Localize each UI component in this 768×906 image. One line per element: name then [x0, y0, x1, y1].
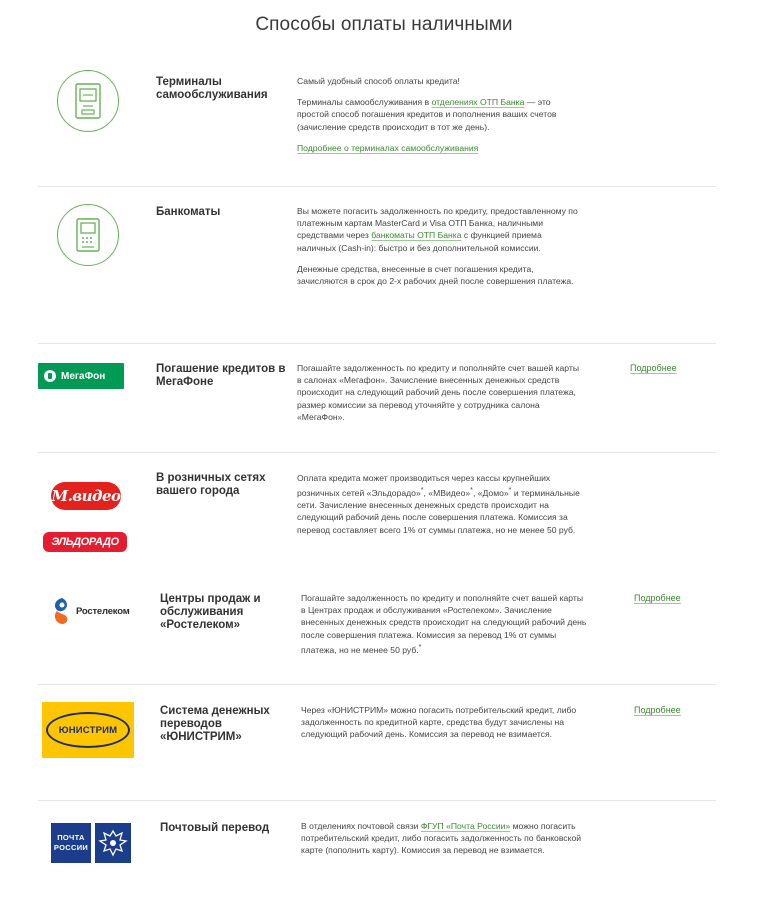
description-paragraph	[297, 96, 583, 133]
terminal-icon	[57, 70, 119, 132]
rostelecom-more-link[interactable]: Подробнее	[634, 593, 681, 603]
description-paragraph	[297, 205, 583, 254]
method-description	[301, 820, 587, 857]
megafon-logo-text: МегаФон	[61, 370, 106, 382]
method-description	[297, 472, 583, 536]
method-name: Центры продаж и обслуживания «Ростелеком»	[160, 593, 261, 631]
method-name: Почтовый перевод	[160, 822, 270, 834]
method-description: Через «ЮНИСТРИМ» можно погасить потребительский кредит, либо задолженность по кредитной карте, средства будут зачислены на следующий рабочий день. Комиссия за перевод не взимается.	[301, 705, 577, 740]
method-name: Погашение кредитов в МегаФоне	[156, 363, 286, 388]
eagle-emblem-icon	[95, 823, 131, 863]
retail-logos	[38, 482, 138, 552]
page-title: Способы оплаты наличными	[255, 14, 513, 35]
mvideo-logo: М.видео	[51, 482, 121, 510]
description-paragraph: Самый удобный способ оплаты кредита!	[297, 76, 460, 86]
text: Погашайте задолженность по кредиту и пополняйте счет вашей карты в Центрах продаж и обслуживания «Ростелеком». Зачисление внесенных денежных средств происходит на следующий рабочий день после совершения платежа. Комиссия за перевод 1% от суммы платежа, но не менее 50 руб.	[301, 593, 587, 655]
atm-logo	[38, 204, 138, 266]
footnote-mark: *	[418, 642, 422, 651]
atm-icon	[57, 204, 119, 266]
text: с функцией приема наличных (Cash-in): быстро и без дополнительной комиссии.	[297, 230, 542, 253]
description-paragraph: Денежные средства, внесенные в счет погашения кредита, зачисляются в срок до 2-х рабочих дней после совершения платежа.	[297, 263, 574, 287]
footnote-mark: *	[420, 486, 424, 495]
payment-method-atm	[38, 200, 716, 330]
otp-branches-link[interactable]: отделениях ОТП Банка	[431, 97, 525, 108]
text: можно погасить потребительский кредит, либо погасить задолженность по банковской карте (пополнить карту). Комиссия за перевод не взимается.	[301, 821, 582, 856]
payment-method-rostelecom	[38, 590, 716, 670]
eldorado-logo: ЭЛЬДОРАДО	[43, 532, 127, 552]
method-name: В розничных сетях вашего города	[156, 472, 266, 497]
rostelecom-logo-text: Ростелеком	[76, 605, 130, 617]
method-name: Терминалы самообслуживания	[156, 76, 268, 101]
text: , «Домо»	[472, 488, 509, 499]
method-name: Банкоматы	[156, 206, 221, 218]
text: и терминальные сети. Зачисление внесенных денежных средств происходит на следующий рабочий день после совершения платежа. Комиссия за перевод составляет всего 1% от суммы платежа, но не менее 50 руб.	[297, 488, 580, 535]
method-description	[297, 205, 583, 287]
payment-method-megafon	[38, 360, 716, 440]
unistream-logo-text: ЮНИСТРИМ	[46, 712, 130, 748]
pochta-logo-line1: ПОЧТА	[57, 833, 85, 842]
rostelecom-icon	[51, 596, 73, 626]
method-description	[297, 75, 583, 154]
divider	[38, 343, 716, 344]
divider	[38, 684, 716, 685]
terminal-logo	[38, 70, 138, 132]
method-description: Погашайте задолженность по кредиту и пополняйте счет вашей карты в салонах «Мегафон». Зачисление внесенных денежных средств происходит на следующий рабочий день после совершения платежа, размер комиссии за перевод уточняйте у сотрудника салона «МегаФон».	[297, 363, 580, 422]
payment-method-unistream	[38, 702, 716, 772]
pochta-rossii-link[interactable]: ФГУП «Почта России»	[420, 821, 511, 831]
text: Вы можете погасить задолженность по кредиту, предоставленному по платежным картам MasterCard и Visa ОТП Банка, наличными средствами через	[297, 206, 578, 241]
method-name: Система денежных переводов «ЮНИСТРИМ»	[160, 705, 270, 743]
text: Оплата кредита может производиться через кассы крупнейших розничных сетей «Эльдорадо»	[297, 473, 551, 499]
megafon-icon	[44, 370, 56, 382]
otp-atms-link[interactable]: банкоматы ОТП Банка	[371, 230, 462, 241]
footnote-mark: *	[508, 486, 512, 495]
pochta-logo-line2: РОССИИ	[53, 843, 89, 852]
unistream-more-link[interactable]: Подробнее	[634, 705, 681, 715]
terminals-more-link[interactable]: Подробнее о терминалах самообслуживания	[297, 142, 479, 153]
pochta-logo	[38, 823, 138, 863]
text: Терминалы самообслуживания в	[297, 97, 432, 108]
footnote-mark: *	[470, 486, 473, 495]
text: — это простой способ погашения кредитов и пополнения ваших счетов (зачисление средств происходит в тот же день).	[297, 97, 557, 132]
payment-method-retail	[38, 470, 716, 560]
method-description	[301, 592, 587, 656]
rostelecom-logo	[38, 596, 138, 626]
payment-method-terminals	[38, 70, 716, 180]
divider	[38, 186, 716, 187]
text: , «МВидео»	[423, 488, 471, 499]
unistream-logo	[38, 702, 138, 758]
text: В отделениях почтовой связи	[301, 821, 421, 831]
megafon-more-link[interactable]: Подробнее	[630, 363, 677, 373]
divider	[38, 452, 716, 453]
megafon-logo	[38, 363, 138, 389]
divider	[38, 800, 716, 801]
payment-method-post	[38, 820, 716, 880]
